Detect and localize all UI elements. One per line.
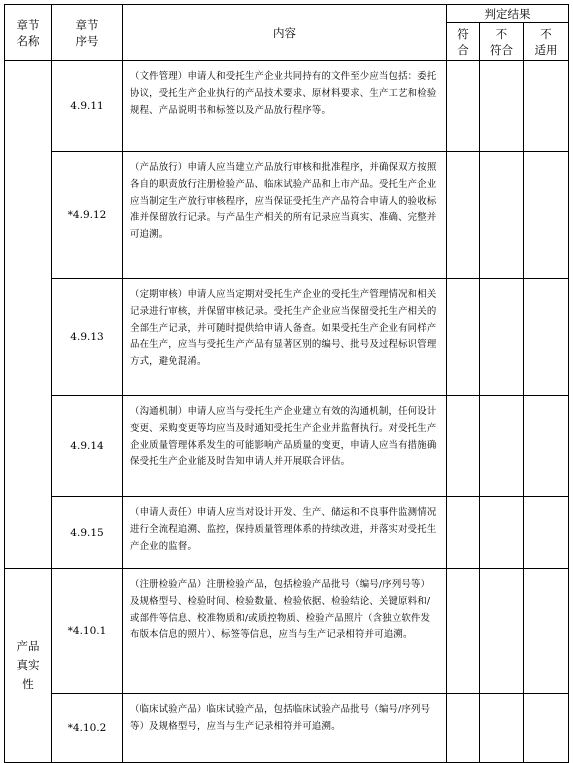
conform-cell[interactable] — [447, 569, 480, 694]
not-applicable-cell[interactable] — [524, 569, 569, 694]
table-row — [5, 279, 569, 396]
clause-code: *4.10.1 — [52, 569, 123, 694]
conform-cell[interactable] — [447, 61, 480, 152]
clause-content: （注册检验产品）注册检验产品，包括检验产品批号（编号/序列号等）及规格型号、检验时间、检验数量、检验依据、检验结论、关键原料和/或部件等信息、校准物质和/或质控物质、检验产品照片（含独立软件发布版本信息的照片）、标签等信息，应当与生产记录相符并可追溯。 — [123, 569, 447, 694]
nonconform-cell[interactable] — [480, 396, 524, 497]
conform-cell[interactable] — [447, 694, 480, 763]
header-chapter-name: 章节 名称 — [5, 5, 52, 61]
clause-code: 4.9.13 — [52, 279, 123, 396]
inspection-table — [4, 4, 569, 763]
clause-code: *4.10.2 — [52, 694, 123, 763]
nonconform-cell[interactable] — [480, 61, 524, 152]
not-applicable-cell[interactable] — [524, 396, 569, 497]
clause-code: 4.9.15 — [52, 497, 123, 569]
conform-cell[interactable] — [447, 279, 480, 396]
table-row — [5, 61, 569, 152]
clause-code: *4.9.12 — [52, 152, 123, 279]
not-applicable-cell[interactable] — [524, 694, 569, 763]
not-applicable-cell[interactable] — [524, 497, 569, 569]
header-judgment: 判定结果 — [447, 5, 569, 23]
clause-content: （申请人责任）申请人应当对设计开发、生产、储运和不良事件监测情况进行全流程追溯、监控，保持质量管理体系的持续改进，并落实对受托生产企业的监督。 — [123, 497, 447, 569]
header-chapter-no: 章节 序号 — [52, 5, 123, 61]
header-content: 内容 — [123, 5, 447, 61]
nonconform-cell[interactable] — [480, 569, 524, 694]
table-row — [5, 497, 569, 569]
nonconform-cell[interactable] — [480, 694, 524, 763]
header-conform: 符 合 — [447, 23, 480, 61]
clause-code: 4.9.11 — [52, 61, 123, 152]
clause-code: 4.9.14 — [52, 396, 123, 497]
conform-cell[interactable] — [447, 396, 480, 497]
conform-cell[interactable] — [447, 152, 480, 279]
header-not-applicable: 不 适用 — [524, 23, 569, 61]
conform-cell[interactable] — [447, 497, 480, 569]
clause-content: （临床试验产品）临床试验产品，包括临床试验产品批号（编号/序列号等）及规格型号，应当与生产记录相符并可追溯。 — [123, 694, 447, 763]
header-nonconform: 不 符合 — [480, 23, 524, 61]
clause-content: （沟通机制）申请人应当与受托生产企业建立有效的沟通机制，任何设计变更、采购变更等均应当及时通知受托生产企业并监督执行。对受托生产企业质量管理体系发生的可能影响产品质量的变更，申请人应当有措施确保受托生产企业能及时告知申请人并开展联合评估。 — [123, 396, 447, 497]
chapter-cell-empty — [5, 61, 52, 569]
clause-content: （定期审核）申请人应当定期对受托生产企业的受托生产管理情况和相关记录进行审核，并保留审核记录。受托生产企业应当保留受托生产相关的全部生产记录，并可随时提供给申请人备查。如果受托生产企业有同样产品在生产，应当与受托生产产品有显著区别的编号、批号及过程标识管理方式，避免混淆。 — [123, 279, 447, 396]
table-row — [5, 694, 569, 763]
not-applicable-cell[interactable] — [524, 152, 569, 279]
nonconform-cell[interactable] — [480, 152, 524, 279]
clause-content: （产品放行）申请人应当建立产品放行审核和批准程序，并确保双方按照各自的职责放行注册检验产品、临床试验产品和上市产品。受托生产企业应当制定生产放行审核程序，应当保证受托生产产品符合申请人的验收标准并保留放行记录。与产品生产相关的所有记录应当真实、准确、完整并可追溯。 — [123, 152, 447, 279]
clause-content: （文件管理）申请人和受托生产企业共同持有的文件至少应当包括：委托协议，受托生产企业执行的产品技术要求、原材料要求、生产工艺和检验规程、产品说明书和标签以及产品放行程序等。 — [123, 61, 447, 152]
table-row — [5, 396, 569, 497]
not-applicable-cell[interactable] — [524, 61, 569, 152]
table-row — [5, 569, 569, 694]
nonconform-cell[interactable] — [480, 279, 524, 396]
table-row — [5, 152, 569, 279]
not-applicable-cell[interactable] — [524, 279, 569, 396]
header-row-1 — [5, 5, 569, 23]
nonconform-cell[interactable] — [480, 497, 524, 569]
chapter-cell-product-authenticity: 产品 真实 性 — [5, 569, 52, 763]
